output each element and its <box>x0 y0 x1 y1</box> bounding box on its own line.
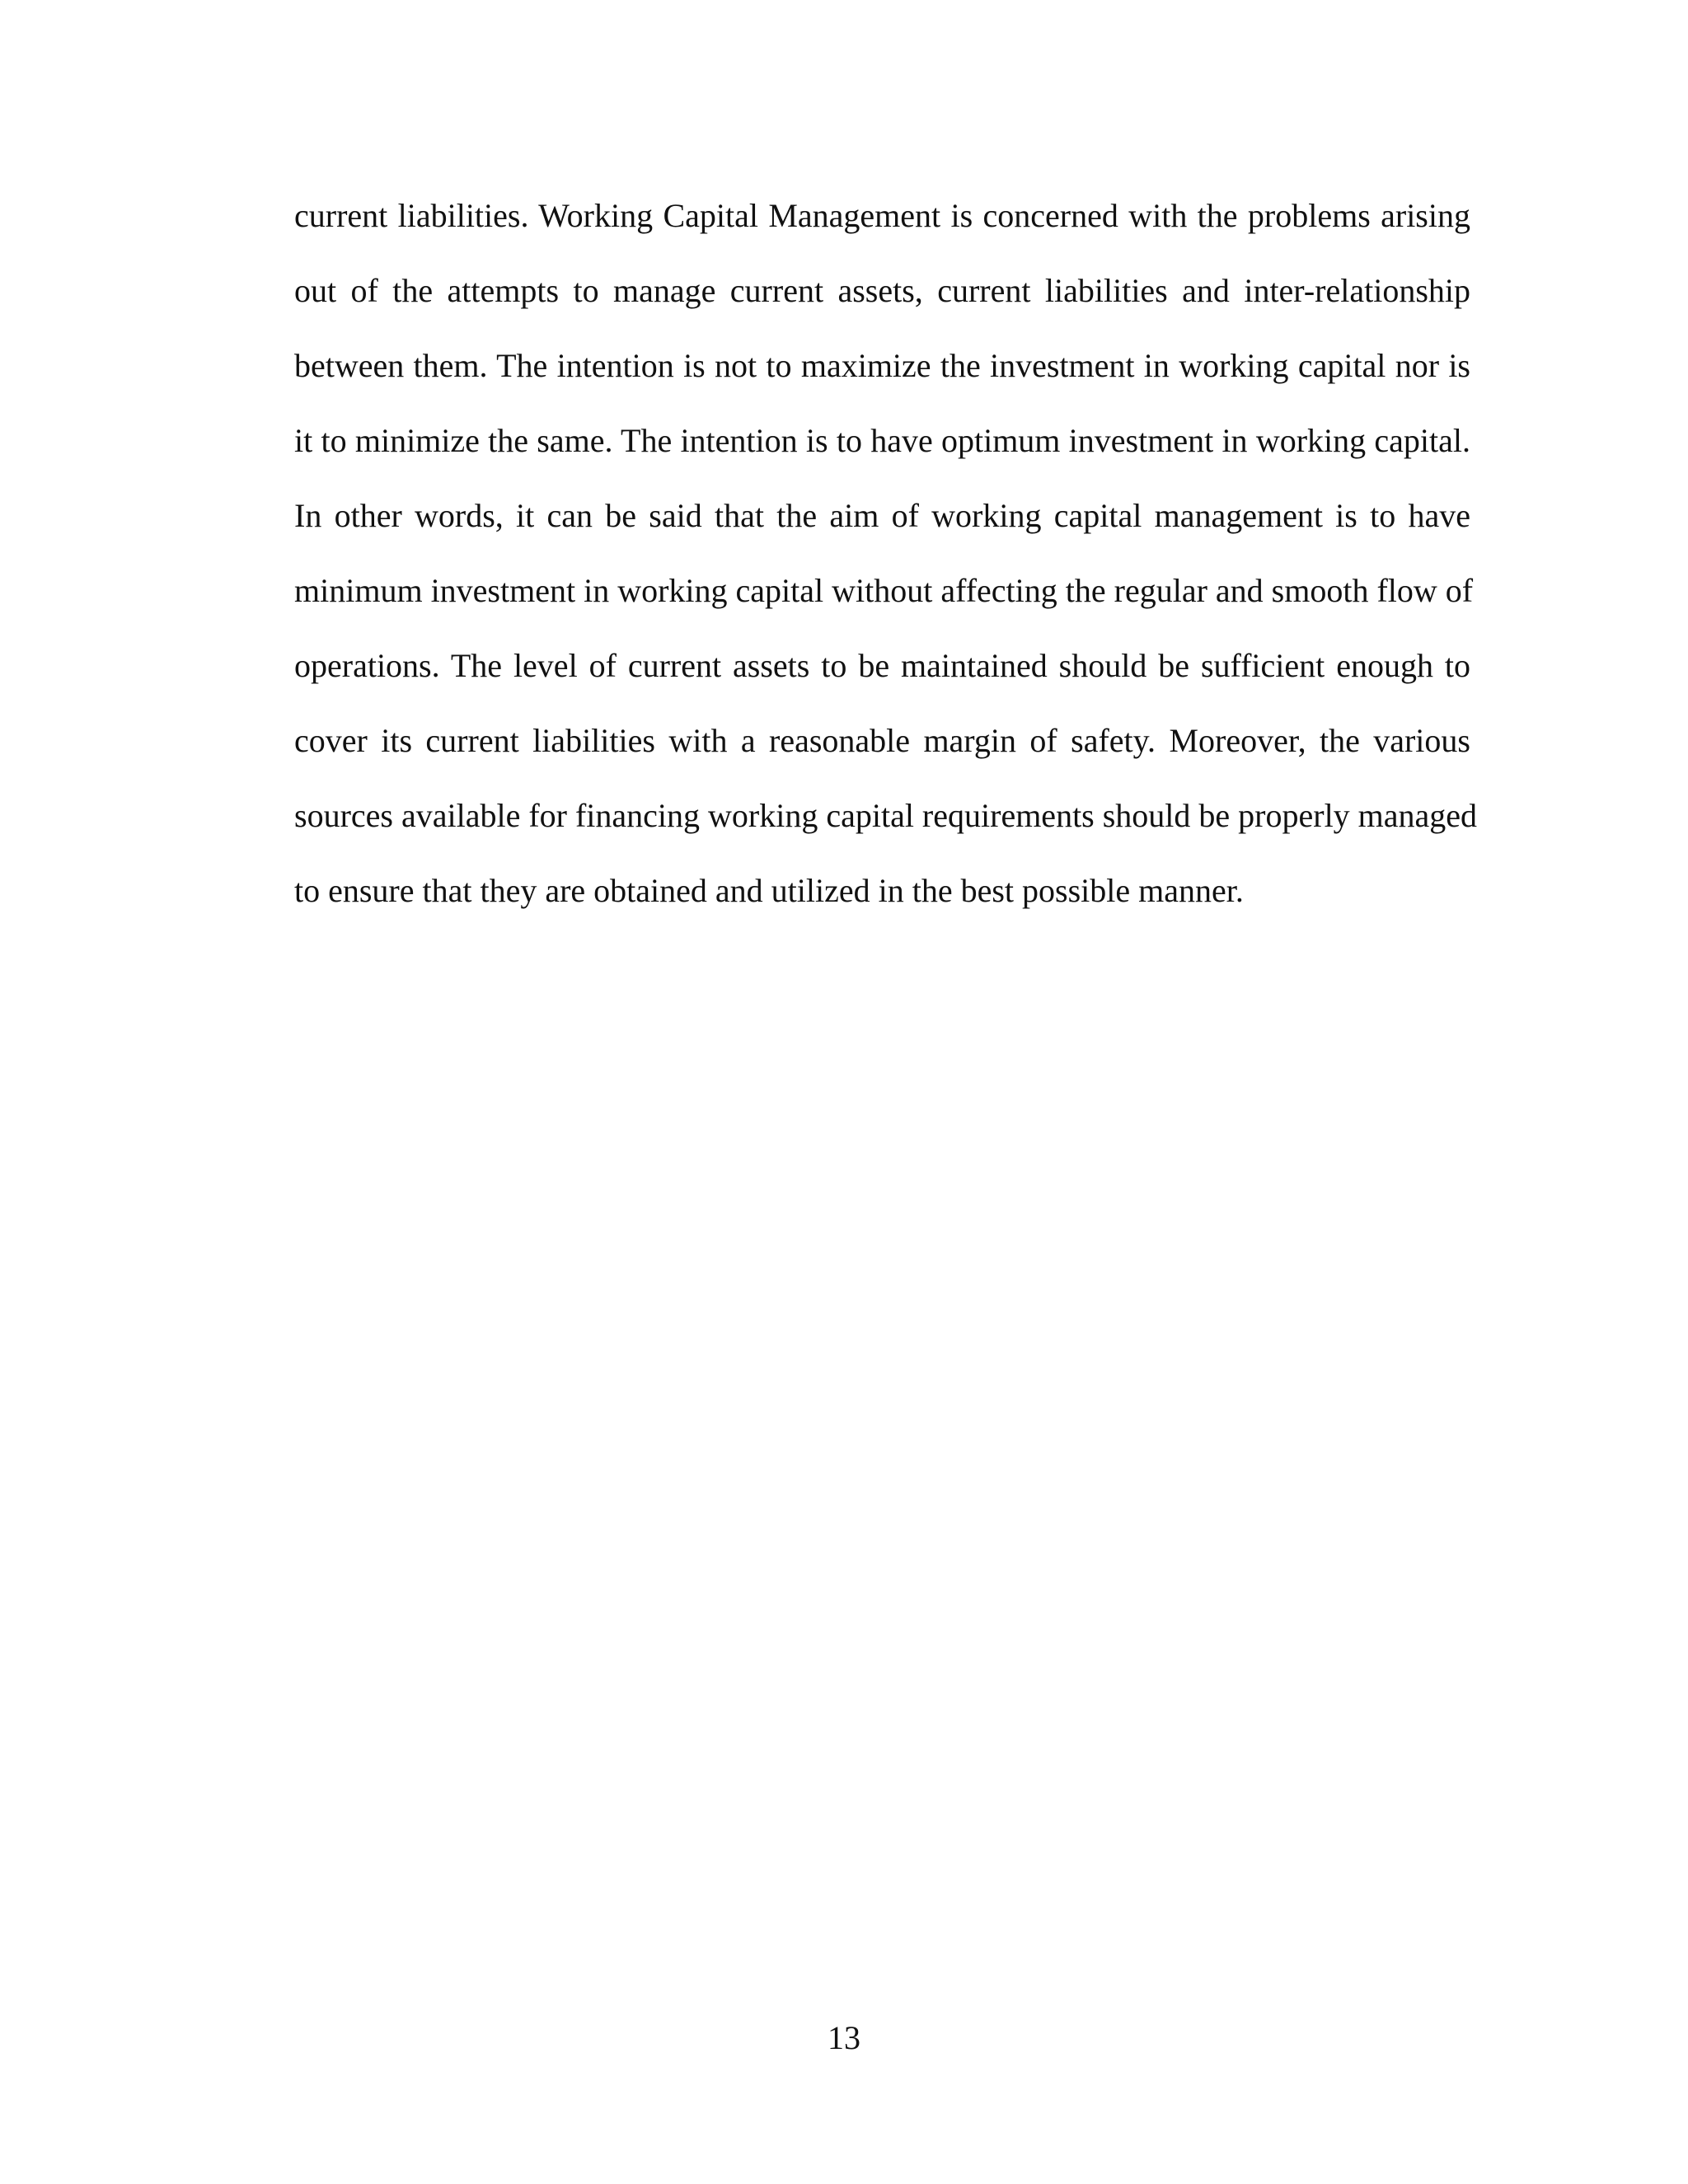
paragraph-line: to ensure that they are obtained and utilized in the best possible manner. <box>294 872 1244 909</box>
paragraph-line: sources available for financing working capital requirements should be properly managed <box>294 797 1478 834</box>
paragraph-line: operations. The level of current assets to be maintained should be sufficient enough to <box>294 647 1470 684</box>
paragraph-line: between them. The intention is not to maximize the investment in working capital nor is <box>294 347 1470 384</box>
paragraph-line: out of the attempts to manage current assets, current liabilities and inter-relationship <box>294 272 1470 309</box>
page-number: 13 <box>828 2019 860 2056</box>
paragraph-line: minimum investment in working capital without affecting the regular and smooth flow of <box>294 572 1474 609</box>
paragraph-line: it to minimize the same. The intention is to have optimum investment in working capital. <box>294 422 1470 459</box>
body-paragraph <box>294 191 1478 941</box>
paragraph-line: In other words, it can be said that the aim of working capital management is to have <box>294 497 1470 534</box>
paragraph-line: current liabilities. Working Capital Management is concerned with the problems arising <box>294 197 1470 234</box>
paragraph-line: cover its current liabilities with a reasonable margin of safety. Moreover, the various <box>294 722 1470 759</box>
